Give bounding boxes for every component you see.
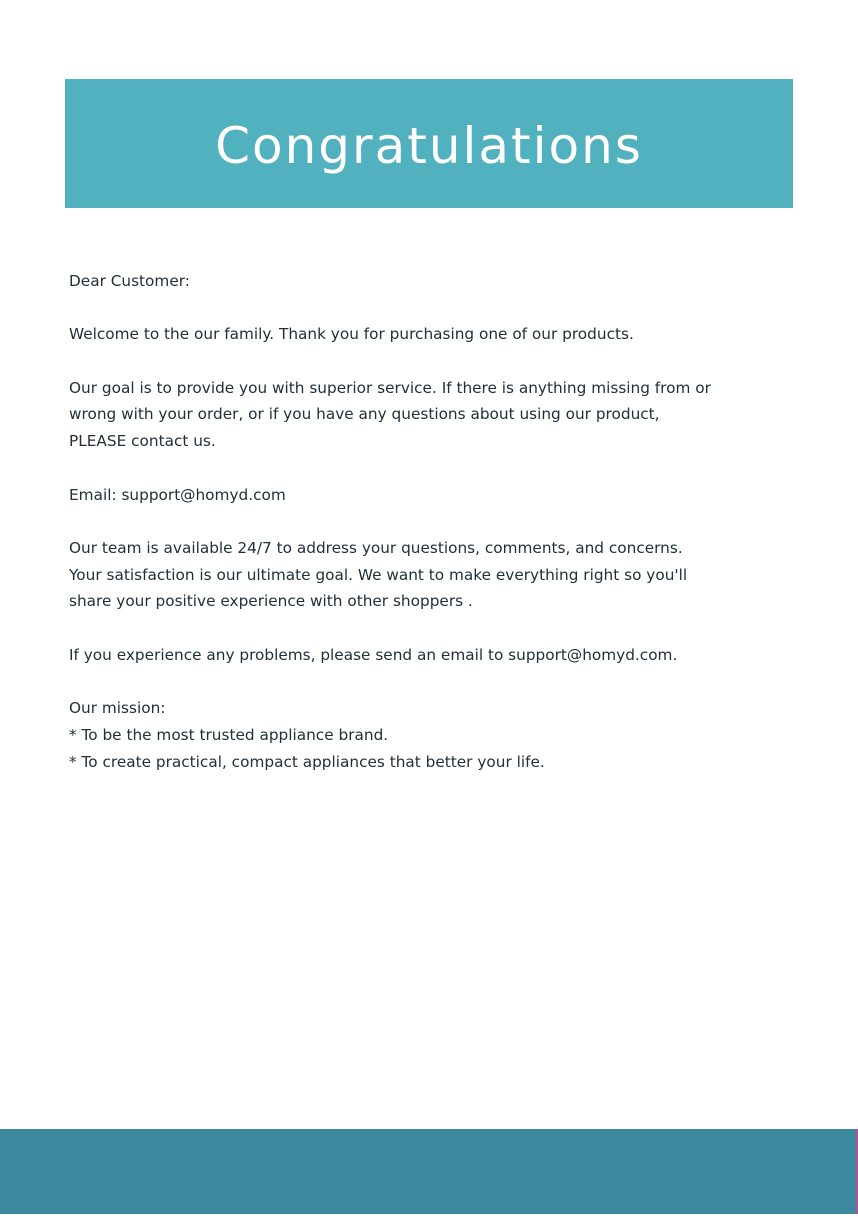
team-line: share your positive experience with other shoppers . — [69, 592, 473, 611]
header-banner — [65, 79, 793, 208]
team-line: Your satisfaction is our ultimate goal. We want to make everything right so you'll — [69, 565, 688, 584]
mission-item: * To create practical, compact appliances that better your life. — [69, 752, 545, 771]
mission-section — [69, 695, 809, 775]
problems-paragraph: If you experience any problems, please send an email to support@homyd.com. — [69, 645, 678, 664]
mission-item: * To be the most trusted appliance brand. — [69, 725, 389, 744]
goal-paragraph — [69, 375, 809, 455]
goal-line: PLEASE contact us. — [69, 432, 216, 451]
footer-band — [0, 1129, 856, 1214]
goal-line: wrong with your order, or if you have any questions about using our product, — [69, 405, 660, 424]
team-line: Our team is available 24/7 to address your questions, comments, and concerns. — [69, 538, 683, 557]
team-paragraph — [69, 535, 809, 615]
welcome-paragraph: Welcome to the our family. Thank you for purchasing one of our products. — [69, 325, 634, 344]
mission-heading: Our mission: — [69, 699, 166, 718]
goal-line: Our goal is to provide you with superior service. If there is anything missing from or — [69, 378, 711, 397]
salutation: Dear Customer: — [69, 272, 190, 290]
email-line: Email: support@homyd.com — [69, 485, 286, 504]
page-title: Congratulations — [215, 116, 643, 175]
letter-body — [69, 268, 809, 775]
